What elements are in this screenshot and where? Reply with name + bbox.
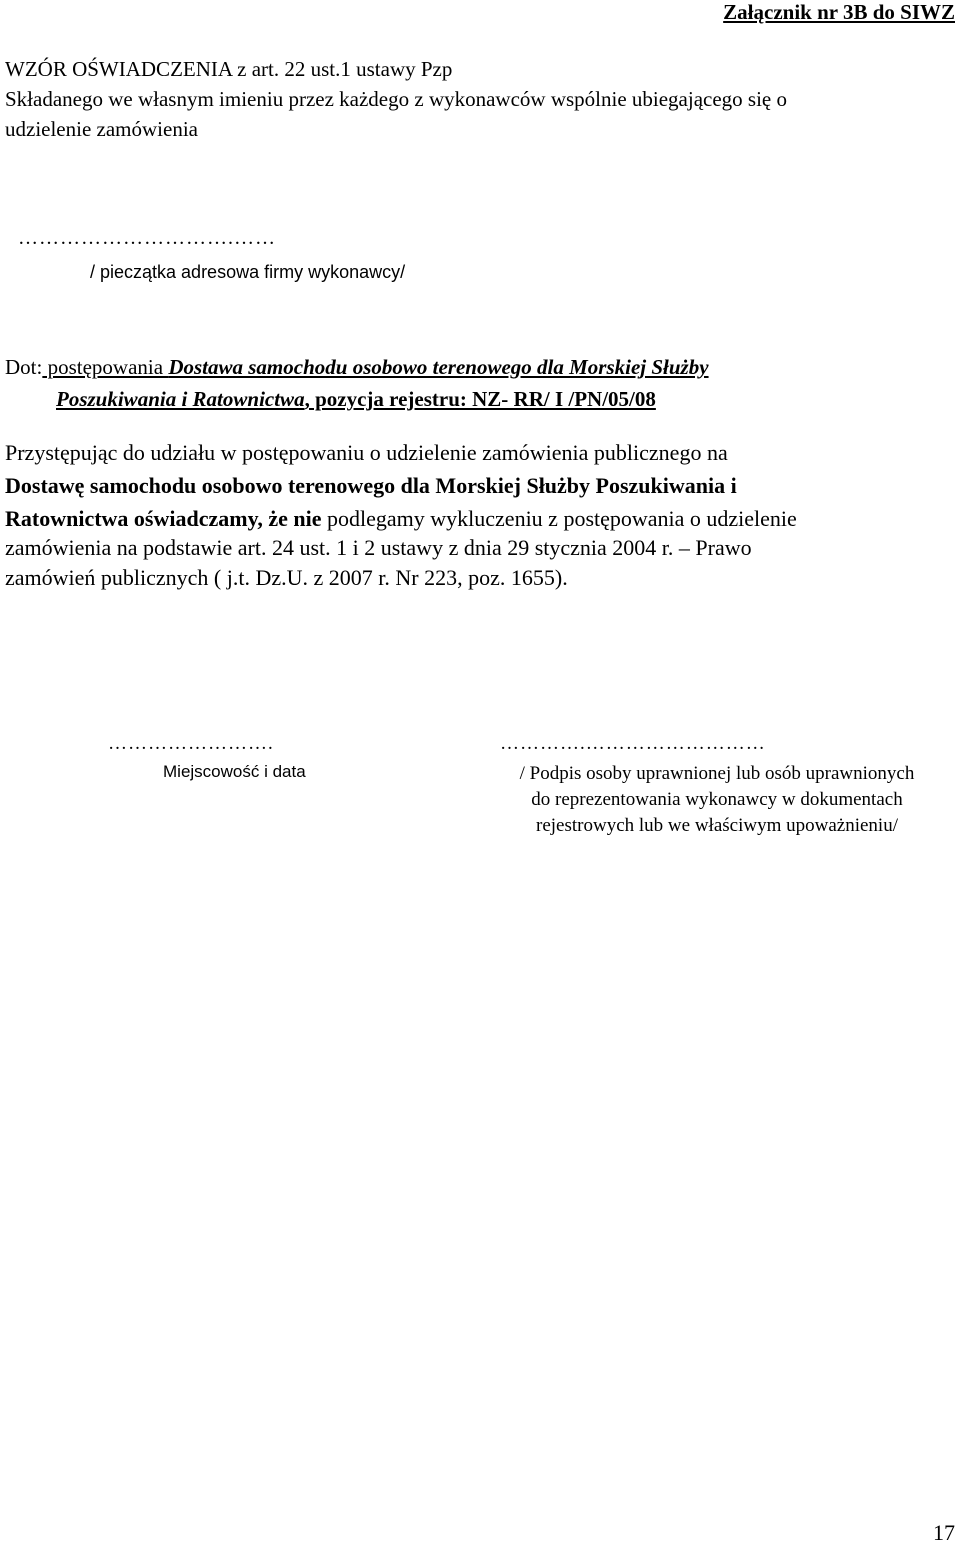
declaration-rest: podlegamy wykluczeniu z postępowania o udzielenie <box>321 506 797 531</box>
signature-label-line2: do reprezentowania wykonawcy w dokumentach <box>531 789 903 810</box>
subject-registry: , pozycja rejestru: NZ- RR/ I /PN/05/08 <box>304 387 656 411</box>
subject-title-part1: Dostawa samochodu osobowo terenowego dla Morskiej Służby <box>168 355 709 379</box>
attachment-title: Załącznik nr 3B do SIWZ <box>723 0 955 24</box>
subject-title-part2: Poszukiwania i Ratownictwa <box>56 387 305 411</box>
signature-dots: ………….……………………… <box>500 733 766 754</box>
page-number: 17 <box>933 1520 955 1545</box>
subject-line-2 <box>56 387 656 412</box>
stamp-placeholder-dots: ………………………….…… <box>18 227 276 249</box>
signature-label-line1: / Podpis osoby uprawnionej lub osób uprawnionych <box>519 763 915 784</box>
body-line-5: zamówień publicznych ( j.t. Dz.U. z 2007 r. Nr 223, poz. 1655). <box>5 565 568 590</box>
place-date-label: Miejscowość i data <box>163 762 306 781</box>
body-line-3 <box>5 506 797 532</box>
subject-line <box>5 355 709 380</box>
stamp-label: / pieczątka adresowa firmy wykonawcy/ <box>90 262 406 282</box>
place-date-dots: ……………………. <box>108 733 274 754</box>
signature-label-line3: rejestrowych lub we właściwym upoważnieniu/ <box>536 815 898 836</box>
body-line-1: Przystępując do udziału w postępowaniu o udzielenie zamówienia publicznego na <box>5 440 728 465</box>
statement-title: WZÓR OŚWIADCZENIA z art. 22 ust.1 ustawy Pzp <box>5 57 453 81</box>
body-line-4: zamówienia na podstawie art. 24 ust. 1 i 2 ustawy z dnia 29 stycznia 2004 r. – Prawo <box>5 535 752 560</box>
body-line-2 <box>5 473 737 499</box>
subject-word: postępowania <box>42 355 169 379</box>
statement-subtitle-line2: udzielenie zamówienia <box>5 117 198 141</box>
body-bold-text: Dostawę samochodu osobowo terenowego dla Morskiej Służby Poszukiwania i <box>5 473 737 498</box>
declaration-bold: Ratownictwa oświadczamy, że nie <box>5 506 322 531</box>
subject-prefix: Dot: <box>5 355 43 379</box>
statement-subtitle-line1: Składanego we własnym imieniu przez każdego z wykonawców wspólnie ubiegającego się o <box>5 87 788 111</box>
